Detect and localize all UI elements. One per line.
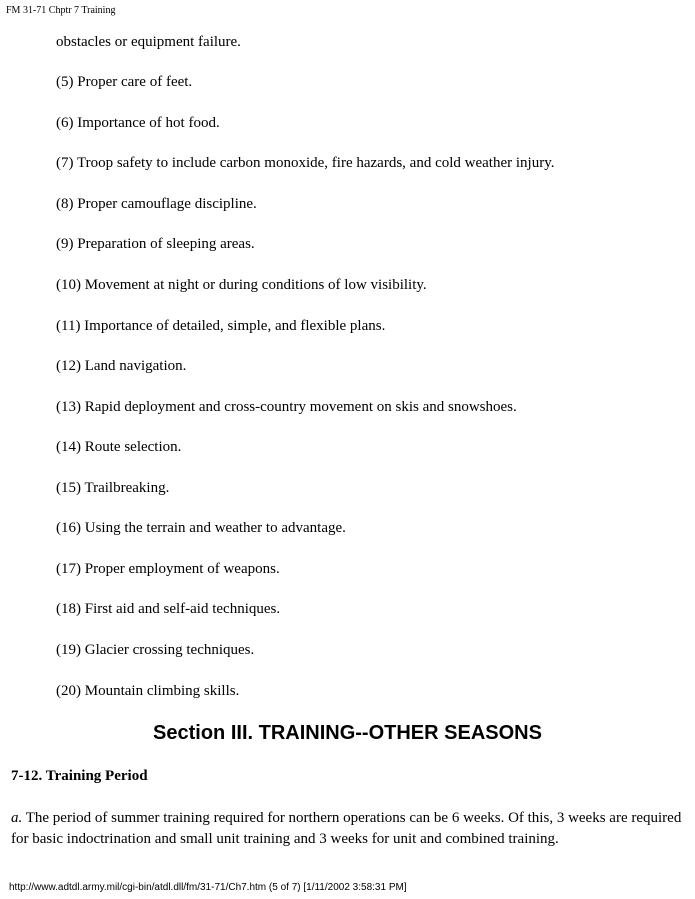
paragraph-text: The period of summer training required for northern operations can be 6 weeks. Of this, 3 weeks are required for basic indoctrination and small unit training and 3 weeks for unit and combined training. (11, 810, 682, 847)
paragraph-heading: 7-12. Training Period (11, 768, 148, 784)
list-item: (18) First aid and self-aid techniques. (56, 601, 281, 617)
list-item: (13) Rapid deployment and cross-country movement on skis and snowshoes. (56, 399, 517, 415)
list-item: (17) Proper employment of weapons. (56, 561, 280, 577)
list-item: (7) Troop safety to include carbon monoxide, fire hazards, and cold weather injury. (56, 155, 555, 171)
paragraph-body (11, 808, 686, 850)
list-item: (8) Proper camouflage discipline. (56, 196, 257, 212)
list-item: (9) Preparation of sleeping areas. (56, 236, 255, 252)
list-item: (14) Route selection. (56, 439, 182, 455)
list-item: (5) Proper care of feet. (56, 74, 193, 90)
list-item: (20) Mountain climbing skills. (56, 683, 240, 699)
list-item: (19) Glacier crossing techniques. (56, 642, 255, 658)
list-item: (16) Using the terrain and weather to advantage. (56, 520, 346, 536)
paragraph-marker: a. (11, 810, 23, 826)
footer-source-line: http://www.adtdl.army.mil/cgi-bin/atdl.dll/fm/31-71/Ch7.htm (5 of 7) [1/11/2002 3:58:31 PM] (9, 882, 407, 893)
list-item: (15) Trailbreaking. (56, 480, 170, 496)
list-item: (11) Importance of detailed, simple, and flexible plans. (56, 318, 386, 334)
running-header: FM 31-71 Chptr 7 Training (6, 5, 116, 16)
list-item: (12) Land navigation. (56, 358, 187, 374)
list-item: (10) Movement at night or during conditions of low visibility. (56, 277, 427, 293)
section-heading: Section III. TRAINING--OTHER SEASONS (153, 722, 542, 744)
list-item: (6) Importance of hot food. (56, 115, 220, 131)
list-item: obstacles or equipment failure. (56, 34, 241, 50)
